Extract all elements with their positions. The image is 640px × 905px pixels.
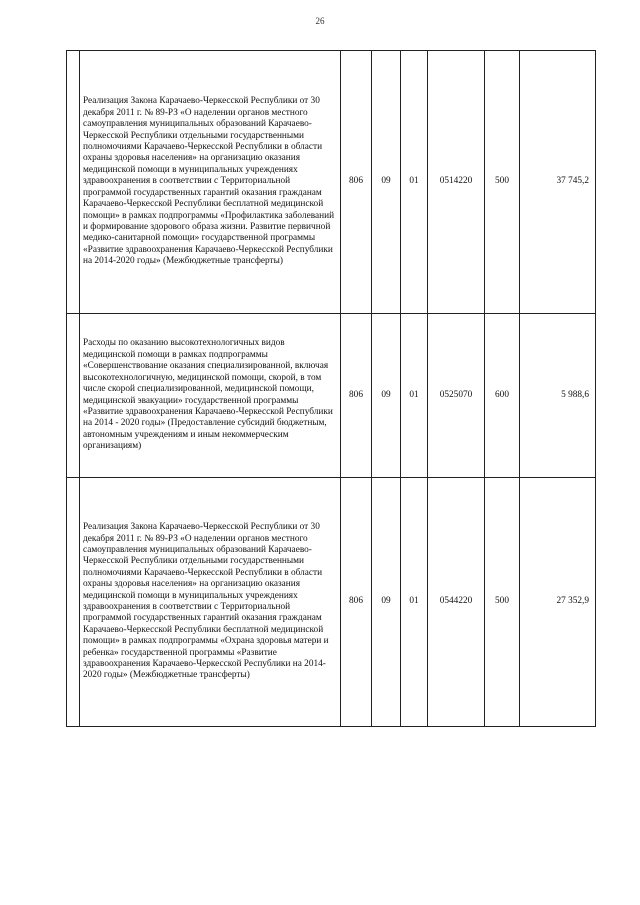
expense-type-code: 600 <box>485 314 520 478</box>
table-row <box>67 314 596 478</box>
amount: 5 988,6 <box>520 314 596 478</box>
subsection-code: 01 <box>401 478 428 727</box>
subsection-code: 01 <box>401 51 428 314</box>
page-number: 26 <box>315 16 325 26</box>
amount: 37 745,2 <box>520 51 596 314</box>
section-code: 09 <box>372 314 401 478</box>
target-article-code: 0544220 <box>428 478 485 727</box>
amount: 27 352,9 <box>520 478 596 727</box>
expense-type-code: 500 <box>485 478 520 727</box>
ministry-code: 806 <box>341 478 372 727</box>
target-article-code: 0525070 <box>428 314 485 478</box>
expense-type-code: 500 <box>485 51 520 314</box>
empty-cell <box>67 478 80 727</box>
section-code: 09 <box>372 478 401 727</box>
empty-cell <box>67 314 80 478</box>
expense-description: Реализация Закона Карачаево-Черкесской Республики от 30 декабря 2011 г. № 89-РЗ «О наделении органов местного самоуправления муниципальных образований Карачаево-Черкесской Республики отдельными государственными полномочиями Карачаево-Черкесской Республики в области охраны здоровья населения» на организацию оказания медицинской помощи в муниципальных учреждениях здравоохранения в соответствии с Территориальной программой государственных гарантий оказания гражданам Карачаево-Черкесской Республики бесплатной медицинской помощи» в рамках подпрограммы «Охрана здоровья матери и ребенка» государственной программы «Развитие здравоохранения Карачаево-Черкесской Республики на 2014-2020 годы» (Межбюджетные трансферты) <box>80 478 341 727</box>
ministry-code: 806 <box>341 51 372 314</box>
target-article-code: 0514220 <box>428 51 485 314</box>
table-row <box>67 478 596 727</box>
expense-description: Реализация Закона Карачаево-Черкесской Республики от 30 декабря 2011 г. № 89-РЗ «О наделении органов местного самоуправления муниципальных образований Карачаево-Черкесской Республики отдельными государственными полномочиями Карачаево-Черкесской Республики в области охраны здоровья населения» на организацию оказания медицинской помощи в муниципальных учреждениях здравоохранения в соответствии с Территориальной программой государственных гарантий оказания гражданам Карачаево-Черкесской Республики бесплатной медицинской помощи» в рамках подпрограммы «Профилактика заболеваний и формирование здорового образа жизни. Развитие первичной медико-санитарной помощи» государственной программы «Развитие здравоохранения Карачаево-Черкесской Республики на 2014-2020 годы» (Межбюджетные трансферты) <box>80 51 341 314</box>
empty-cell <box>67 51 80 314</box>
table-row <box>67 51 596 314</box>
subsection-code: 01 <box>401 314 428 478</box>
expense-description: Расходы по оказанию высокотехнологичных видов медицинской помощи в рамках подпрограммы «Совершенствование оказания специализированной, включая высокотехнологичную, медицинской помощи, скорой, в том числе скорой специализированной, медицинской помощи, медицинской эвакуации» государственной программы «Развитие здравоохранения Карачаево-Черкесской Республики на 2014 - 2020 годы» (Предоставление субсидий бюджетным, автономным учреждениям и иным некоммерческим организациям) <box>80 314 341 478</box>
section-code: 09 <box>372 51 401 314</box>
budget-table <box>66 50 596 727</box>
ministry-code: 806 <box>341 314 372 478</box>
